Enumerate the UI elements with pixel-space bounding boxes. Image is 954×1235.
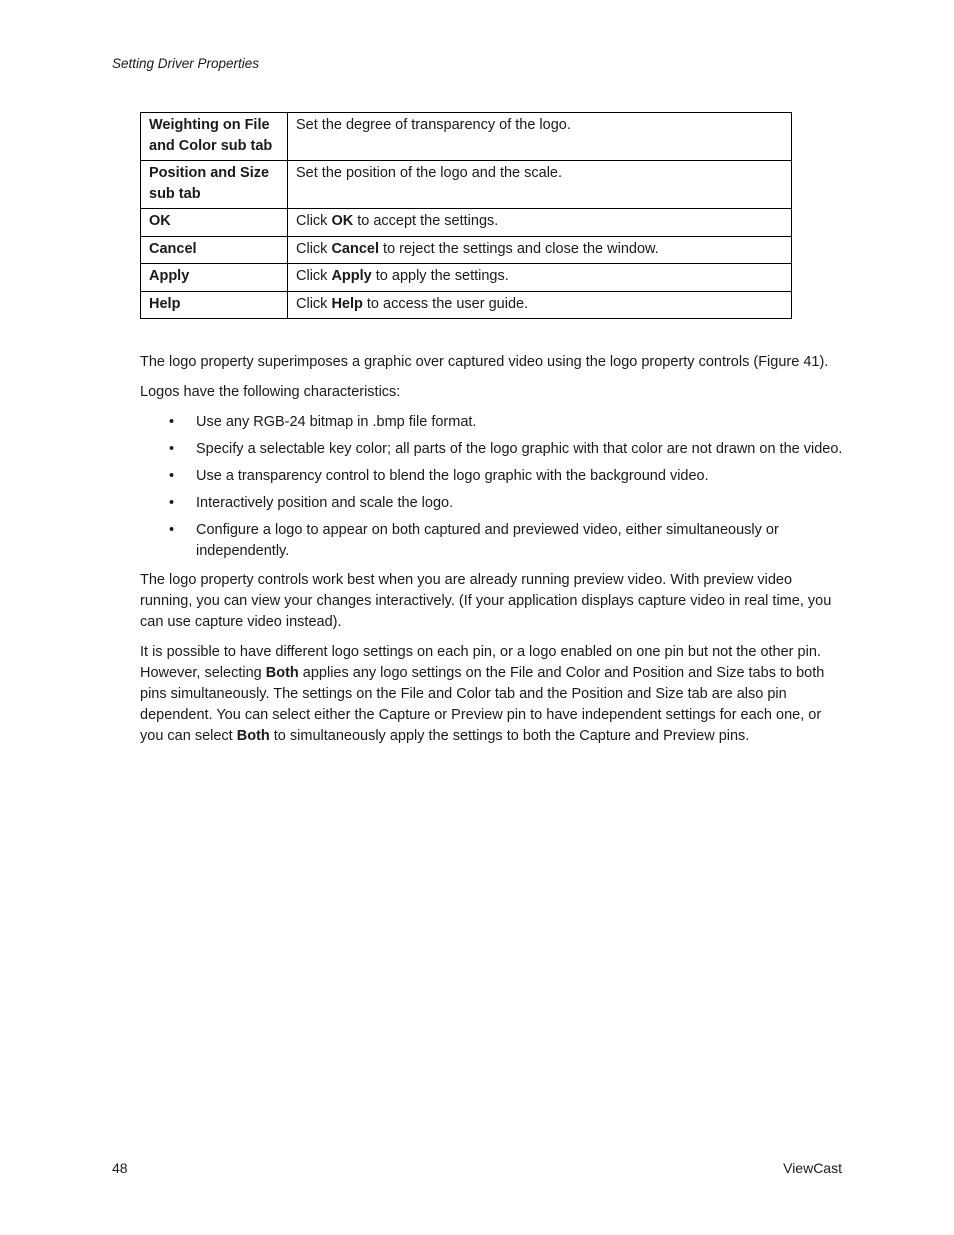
table-row	[141, 236, 792, 264]
bullet-icon: •	[169, 441, 175, 457]
bullet-icon: •	[169, 495, 175, 511]
bullet-icon: •	[169, 468, 175, 484]
properties-table	[140, 112, 792, 319]
table-description: Click Apply to apply the settings.	[288, 264, 792, 292]
table-row	[141, 209, 792, 237]
page-number: 48	[112, 1160, 128, 1176]
list-item: • Interactively position and scale the logo.	[196, 493, 844, 514]
table-row	[141, 113, 792, 161]
table-description: Set the degree of transparency of the logo.	[288, 113, 792, 161]
list-item: • Use a transparency control to blend the logo graphic with the background video.	[196, 466, 844, 487]
table-row	[141, 291, 792, 319]
footer-brand: ViewCast	[783, 1160, 842, 1176]
table-term: OK	[141, 209, 288, 237]
table-description: Click OK to accept the settings.	[288, 209, 792, 237]
table-row	[141, 161, 792, 209]
table-term: Cancel	[141, 236, 288, 264]
running-header: Setting Driver Properties	[112, 56, 260, 71]
characteristics-list	[140, 412, 844, 562]
table-term: Weighting on File and Color sub tab	[141, 113, 288, 161]
table-term: Help	[141, 291, 288, 319]
list-item: • Configure a logo to appear on both captured and previewed video, either simultaneously or independently.	[169, 522, 779, 559]
intro-paragraph: The logo property superimposes a graphic over captured video using the logo property controls (Figure 41).	[140, 354, 829, 370]
table-row	[141, 264, 792, 292]
table-description: Click Help to access the user guide.	[288, 291, 792, 319]
table-term: Apply	[141, 264, 288, 292]
bullet-icon: •	[169, 414, 175, 430]
body-content	[140, 352, 844, 756]
characteristics-lead: Logos have the following characteristics:	[140, 384, 401, 400]
list-item: • Specify a selectable key color; all parts of the logo graphic with that color are not drawn on the video.	[196, 439, 844, 460]
table-description: Set the position of the logo and the scale.	[288, 161, 792, 209]
table-description: Click Cancel to reject the settings and close the window.	[288, 236, 792, 264]
preview-paragraph: The logo property controls work best when you are already running preview video. With preview video running, you can view your changes interactively. (If your application displays capture video in real time, you can use capture video instead).	[140, 572, 832, 630]
table-term: Position and Size sub tab	[141, 161, 288, 209]
bullet-icon: •	[169, 522, 175, 538]
list-item: • Use any RGB-24 bitmap in .bmp file format.	[196, 412, 844, 433]
pins-paragraph: It is possible to have different logo settings on each pin, or a logo enabled on one pin but not the other pin. However, selecting Both applies any logo settings on the File and Color and Position and Size tabs to both pins simultaneously. The settings on the File and Color tab and the Position and Size tab are also pin dependent. You can select either the Capture or Preview pin to have independent settings for each one, or you can select Both to simultaneously apply the settings to both the Capture and Preview pins.	[140, 644, 825, 744]
